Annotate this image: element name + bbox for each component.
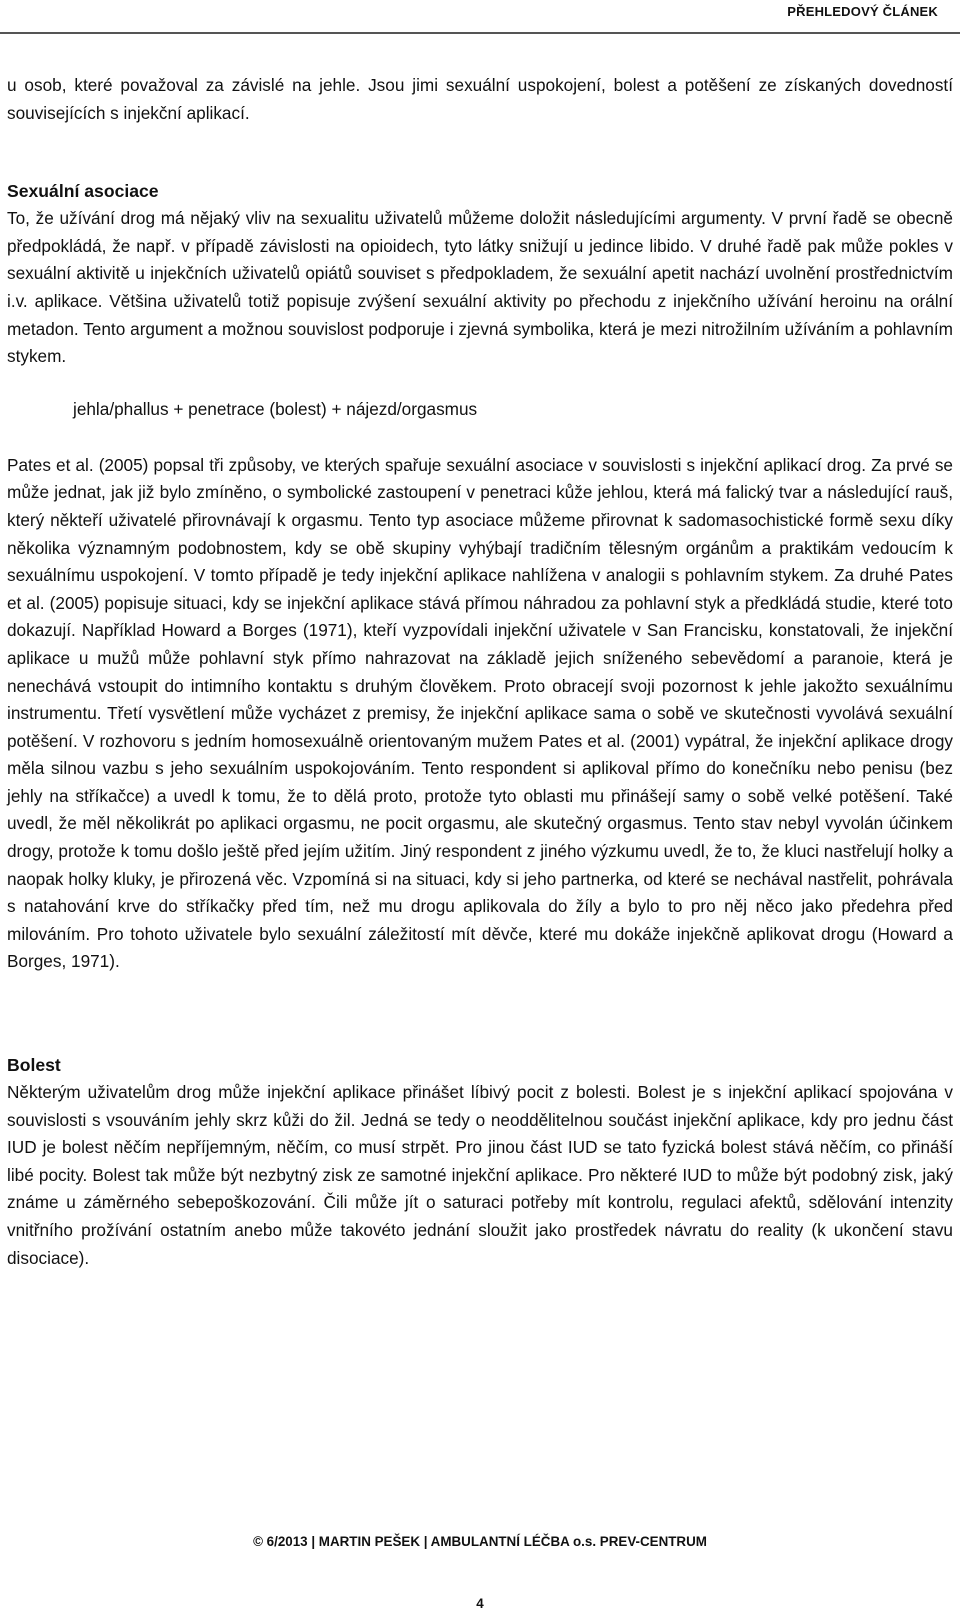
section-heading-pain: Bolest <box>7 1055 61 1076</box>
sexual-paragraph-1: To, že užívání drog má nějaký vliv na sexualitu uživatelů můžeme doložit následujícími argumenty. V první řadě se obecně předpokládá, že např. v případě závislosti na opioidech, tyto látky snižují u jedince libido. V druhé řadě pak může pokles v sexuální aktivitě u injekčních uživatelů opiátů souviset s předpokladem, že sexuální apetit nachází uvolnění prostřednictvím i.v. aplikace. Většina uživatelů totiž popisuje zvýšení sexuální aktivity po přechodu z injekčního užívání heroinu na orální metadon. Tento argument a možnou souvislost podporuje i zjevná symbolika, která je mezi nitrožilním užíváním a pohlavním stykem. <box>7 208 953 367</box>
running-header: PŘEHLEDOVÝ ČLÁNEK <box>787 4 938 19</box>
symbolic-formula: jehla/phallus + penetrace (bolest) + nájezd/orgasmus <box>73 398 478 419</box>
page-footer: © 6/2013 | MARTIN PEŠEK | AMBULANTNÍ LÉČBA o.s. PREV-CENTRUM <box>253 1534 707 1549</box>
page-number: 4 <box>476 1596 484 1611</box>
spacer <box>7 423 953 452</box>
sexual-paragraph-2: Pates et al. (2005) popsal tři způsoby, ve kterých spařuje sexuální asociace v souvislosti s injekční aplikací drog. Za prvé se může jednat, jak již bylo zmíněno, o symbolické zastoupení v penetraci kůže jehlou, která má falický tvar a následující rauš, který někteří uživatelé přirovnávají k orgasmu. Tento typ asociace můžeme přirovnat k sadomasochistické formě sexu díky několika významným podobnostem, kdy se obě skupiny vyhýbají tradičním tělesným orgánům a praktikám vedoucím k sexuálnímu uspokojení. V tomto případě je tedy injekční aplikace nahlížena v analogii s pohlavním stykem. Za druhé Pates et al. (2005) popisuje situaci, kdy se injekční aplikace stává přímou náhradou za pohlavní styk a předkládá studie, které toto dokazují. Například Howard a Borges (1971), kteří vyzpovídali injekční uživatele v San Francisku, konstatovali, že injekční aplikace u mužů může pohlavní styk přímo nahrazovat na základě jejich sníženého sebevědomí a paranoie, která je nenechává vstoupit do intimního kontaktu s druhým člověkem. Proto obracejí svoji pozornost k jehle jakožto sexuálnímu instrumentu. Třetí vysvětlení může vycházet z premisy, že injekční aplikace sama o sobě ve skutečnosti vyvolává sexuální potěšení. V rozhovoru s jedním homosexuálně orientovaným mužem Pates et al. (2001) vypátral, že injekční aplikace drogy měla silnou vazbu s jeho sexuálním uspokojováním. Tento respondent si aplikoval přímo do konečníku nebo penisu (bez jehly na stříkačce) a uvedl k tomu, že to dělá proto, protože tyto oblasti mu přinášejí samy o sobě velké potěšení. Také uvedl, že měl několikrát po aplikaci orgasmu, ne pocit orgasmu, ale skutečný orgasmus. Tento stav nebyl vyvolán účinkem drogy, protože k tomu došlo ještě před jejím užitím. Jiný respondent z jiného výzkumu uvedl, že to, že kluci nastřelují holky a naopak holky kluky, je přirozená věc. Vzpomíná si na situaci, kdy si jeho partnerka, od které se nechával nastřelit, pohrávala s natahování krve do stříkačky před tím, než mu drogu aplikovala do žíly a bylo to pro něj něco jako předehra před milováním. Pro tohoto uživatele bylo sexuální záležitostí mít děvče, které mu dokáže injekčně aplikovat drogu (Howard a Borges, 1971). <box>7 454 953 972</box>
spacer <box>7 976 953 1051</box>
intro-paragraph: u osob, které považoval za závislé na jehle. Jsou jimi sexuální uspokojení, bolest a potěšení ze získaných dovedností souvisejících s injekční aplikací. <box>7 75 953 123</box>
header-divider <box>0 32 960 34</box>
spacer <box>7 371 953 395</box>
article-body <box>7 72 953 1272</box>
pain-paragraph: Některým uživatelům drog může injekční aplikace přinášet líbivý pocit z bolesti. Bolest je s injekční aplikací spojována v souvislosti s vsouváním jehly skrz kůži do žil. Jedná se tedy o neoddělitelnou součást injekční aplikace, kdy pro jednu část IUD je bolest něčím nepříjemným, něčím, co musí strpět. Pro jinou část IUD se tato fyzická bolest stává něčím, co přináší libé pocity. Bolest tak může být nezbytný zisk ze samotné injekční aplikace. Pro některé IUD to může být podobný zisk, jaký známe u záměrného sebepoškozování. Čili může jít o saturaci potřeby mít kontrolu, regulaci afektů, sdělování intenzity vnitřního prožívání ostatním anebo může takovéto jednání sloužit jako prostředek návratu do reality (k ukončení stavu disociace). <box>7 1082 953 1268</box>
section-heading-sexual: Sexuální asociace <box>7 181 159 202</box>
spacer <box>7 127 953 177</box>
